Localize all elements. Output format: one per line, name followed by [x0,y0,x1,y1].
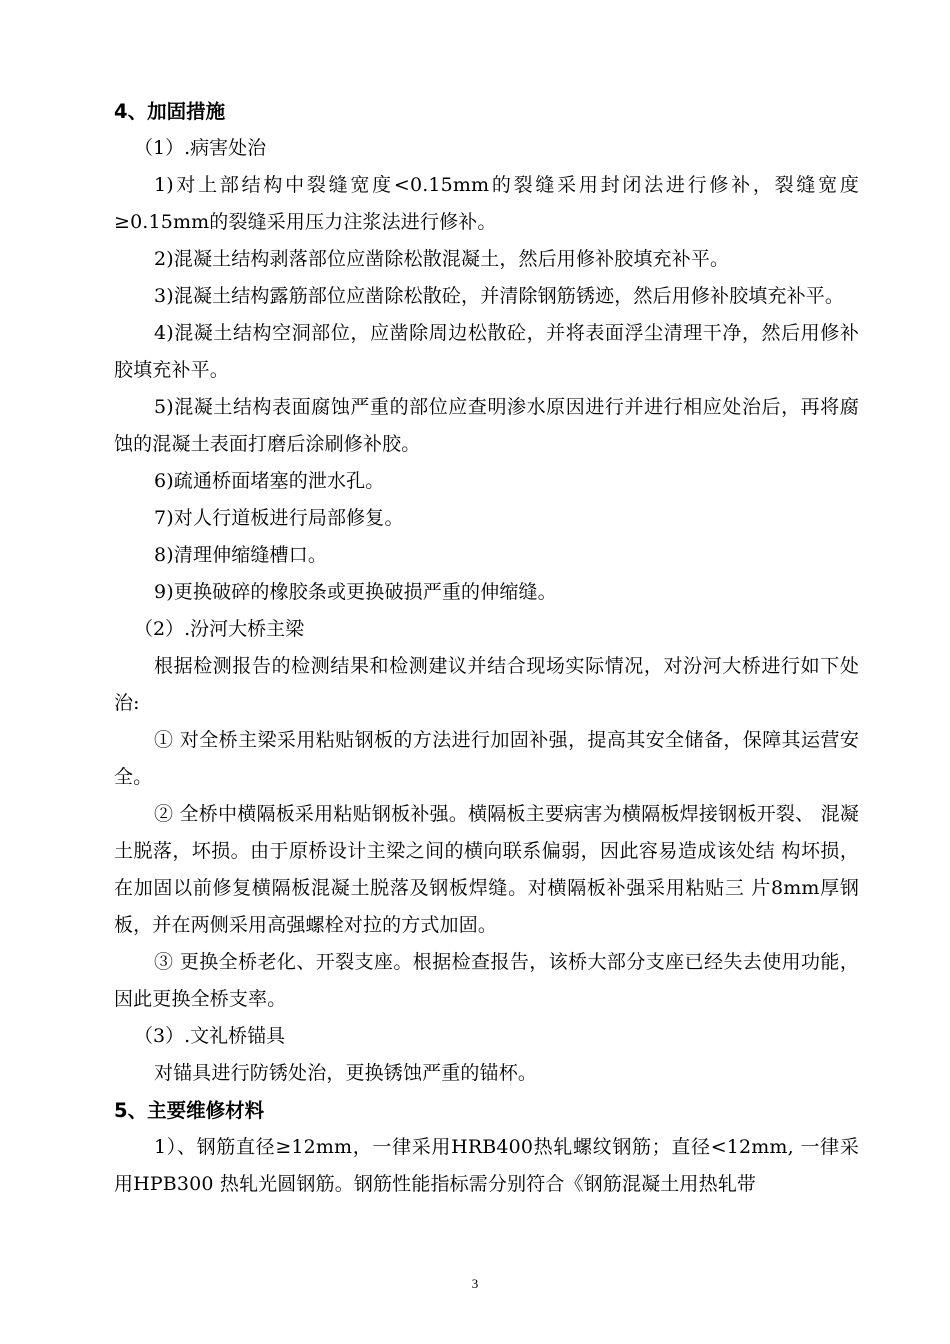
defect-item-4: 4)混凝土结构空洞部位，应凿除周边松散砼，并将表面浮尘清理干净，然后用修补胶填充补平。 [114,322,859,381]
defect-item-9: 9)更换破碎的橡胶条或更换破损严重的伸缩缝。 [154,581,557,603]
defect-item-3: 3)混凝土结构露筋部位应凿除松散砼，并清除钢筋锈迹，然后用修补胶填充补平。 [154,285,845,307]
defect-item-5: 5)混凝土结构表面腐蚀严重的部位应查明渗水原因进行并进行相应处治后，再将腐蚀的混凝土表面打磨后涂刷修补胶。 [114,396,859,455]
defect-item-6: 6)疏通桥面堵塞的泄水孔。 [154,470,385,492]
page-number: 3 [471,1276,479,1291]
subsection-heading-main-beam: （2）.汾河大桥主梁 [134,618,305,640]
page-content [114,93,859,1203]
subsection-heading-anchorage: （3）.文礼桥锚具 [134,1025,286,1047]
materials-text: 1）、钢筋直径≥12mm，一律采用HRB400热轧螺纹钢筋；直径<12mm, 一律采用HPB300 热轧光圆钢筋。钢筋性能指标需分别符合《钢筋混凝土用热轧带 [114,1136,859,1195]
section-heading-materials: 5、主要维修材料 [114,1099,265,1122]
section-heading-reinforcement: 4、加固措施 [114,100,226,123]
defect-item-8: 8)清理伸缩缝槽口。 [154,544,328,566]
defect-item-7: 7)对人行道板进行局部修复。 [154,507,404,529]
subsection-heading-defect-treatment: （1）.病害处治 [134,137,267,159]
main-beam-item-2: ② 全桥中横隔板采用粘贴钢板补强。横隔板主要病害为横隔板焊接钢板开裂、 混凝土脱落，坏损。由于原桥设计主梁之间的横向联系偏弱，因此容易造成该处结 构坏损，在加固以前修复横隔板混凝土脱落及钢板焊缝。对横隔板补强采用粘贴三 片8mm厚钢板，并在两侧采用高强螺栓对拉的方式加固。 [114,803,859,936]
main-beam-intro: 根据检测报告的检测结果和检测建议并结合现场实际情况，对汾河大桥进行如下处治: [114,655,859,714]
main-beam-item-1: ① 对全桥主梁采用粘贴钢板的方法进行加固补强，提高其安全储备，保障其运营安全。 [114,729,859,788]
anchorage-text: 对锚具进行防锈处治，更换锈蚀严重的锚杯。 [154,1062,538,1084]
defect-item-2: 2)混凝土结构剥落部位应凿除松散混凝土，然后用修补胶填充补平。 [154,248,730,270]
defect-item-1: 1)对上部结构中裂缝宽度<0.15mm的裂缝采用封闭法进行修补，裂缝宽度≥0.15mm的裂缝采用压力注浆法进行修补。 [114,174,859,233]
main-beam-item-3: ③ 更换全桥老化、开裂支座。根据检查报告，该桥大部分支座已经失去使用功能，因此更换全桥支率。 [114,951,859,1010]
